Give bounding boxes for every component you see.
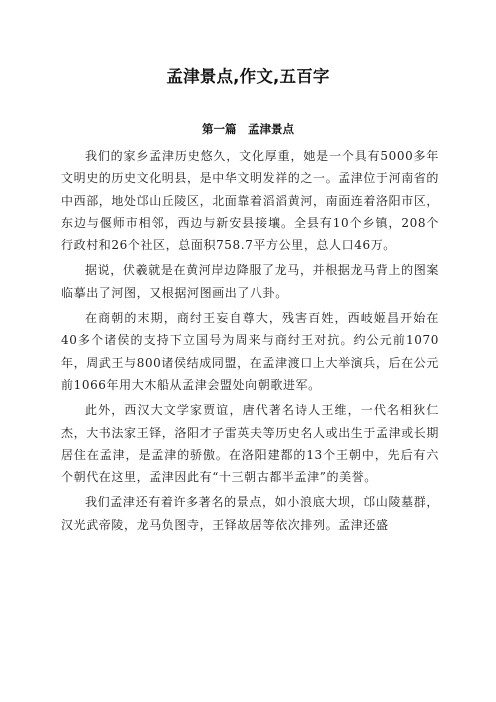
paragraph: 我们孟津还有着许多著名的景点，如小浪底大坝，邙山陵墓群，汉光武帝陵，龙马负图寺，王铎故居等依次排列。孟津还盛: [61, 495, 439, 532]
paragraph: 在商朝的末期，商纣王妄自尊大，残害百姓，西岐姬昌开始在40多个诸侯的支持下立国号为周来与商纣王对抗。约公元前1070年，周武王与800诸侯结成同盟，在孟津渡口上大举演兵，后在公元前1066年用大木船从孟津会盟处向朝歌进军。: [61, 311, 439, 392]
document-body: [61, 145, 439, 539]
document-title: 孟津景点,作文,五百字: [166, 67, 330, 86]
section-heading: 第一篇 孟津景点: [202, 122, 294, 136]
paragraph: 我们的家乡孟津历史悠久，文化厚重，她是一个具有5000多年文明史的历史文化明县，是中华文明发祥的之一。孟津位于河南省的中西部，地处邙山丘陵区，北面靠着滔滔黄河，南面连着洛阳市区，东边与偃师市相邻，西边与新安县接壤。全县有10个乡镇，208个行政村和26个社区，总面积758.7平方公里，总人口46万。: [61, 149, 440, 253]
paragraph: 据说，伏羲就是在黄河岸边降服了龙马，并根据龙马背上的图案临摹出了河图，又根据河图画出了八卦。: [61, 263, 439, 300]
paragraph: 此外，西汉大文学家贾谊，唐代著名诗人王维，一代名相狄仁杰，大书法家王铎，洛阳才子雷英夫等历史名人或出生于孟津或长期居住在孟津，是孟津的骄傲。在洛阳建都的13个王朝中，先后有六个朝代在这里，孟津因此有“十三朝古都半孟津”的美誉。: [61, 403, 440, 485]
